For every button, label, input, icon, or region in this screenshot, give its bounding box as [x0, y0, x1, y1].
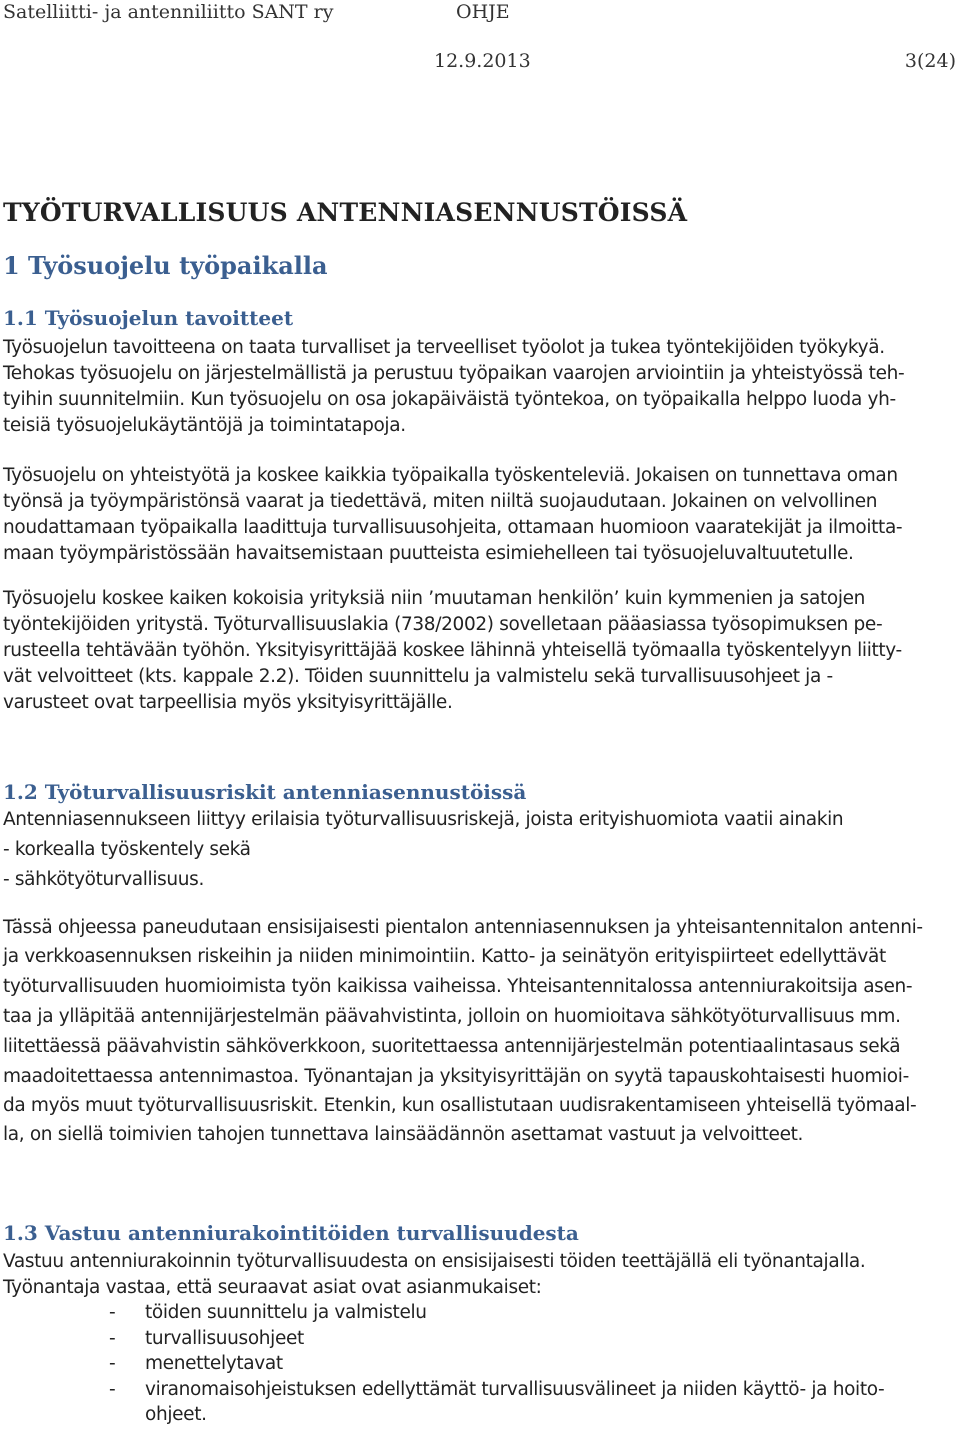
- paragraph-line: maan työympäristössään havaitsemistaan puutteista esimiehelleen tai työsuojeluvaltuutetulle.: [3, 543, 854, 564]
- bullet-dash: -: [109, 1379, 116, 1400]
- paragraph-line: työnsä ja työympäristönsä vaarat ja tiedettävä, miten niiltä suojaudutaan. Jokainen on velvollinen: [3, 491, 878, 512]
- bullet-dash: -: [109, 1353, 116, 1374]
- header-doc-type: OHJE: [456, 1, 510, 23]
- bullet-item: turvallisuusohjeet: [145, 1328, 304, 1349]
- section-1-1-heading: 1.1 Työsuojelun tavoitteet: [3, 306, 294, 330]
- header-date: 12.9.2013: [434, 50, 531, 72]
- paragraph-line: da myös muut työturvallisuusriskit. Etenkin, kun osallistutaan uudisrakentamiseen yhteisellä työmaal-: [3, 1095, 917, 1116]
- paragraph-line: noudattamaan työpaikalla laadittuja turvallisuusohjeita, ottamaan huomioon vaaratekijät ja ilmoitta-: [3, 517, 903, 538]
- list-item: - sähkötyöturvallisuus.: [3, 869, 204, 890]
- paragraph-line: varusteet ovat tarpeellisia myös yksityisyrittäjälle.: [3, 692, 453, 713]
- list-item: - korkealla työskentely sekä: [3, 839, 251, 860]
- header-org: Satelliitti- ja antenniliitto SANT ry: [3, 1, 334, 23]
- paragraph-line: la, on siellä toimivien tahojen tunnettava lainsäädännön asettamat vastuut ja velvoitteet.: [3, 1124, 804, 1145]
- paragraph-line: ja verkkoasennuksen riskeihin ja niiden minimointiin. Katto- ja seinätyön erityispiirteet edellyttävät: [3, 946, 886, 967]
- paragraph-line: työntekijöiden yritystä. Työturvallisuuslakia (738/2002) sovelletaan pääasiassa työsopimuksen pe-: [3, 614, 883, 635]
- paragraph-line: Työnantaja vastaa, että seuraavat asiat ovat asianmukaiset:: [3, 1277, 542, 1298]
- section-1-2-heading: 1.2 Työturvallisuusriskit antenniasennustöissä: [3, 780, 527, 804]
- paragraph-line: Vastuu antenniurakoinnin työturvallisuudesta on ensisijaisesti töiden teettäjällä eli työnantajalla.: [3, 1251, 866, 1272]
- bullet-dash: -: [109, 1328, 116, 1349]
- bullet-item-continuation: ohjeet.: [145, 1404, 207, 1425]
- section-1-3-heading: 1.3 Vastuu antenniurakointitöiden turvallisuudesta: [3, 1221, 579, 1245]
- paragraph-line: taa ja ylläpitää antennijärjestelmän päävahvistinta, jolloin on huomioitava sähkötyöturvallisuus mm.: [3, 1006, 901, 1027]
- paragraph-line: Työsuojelun tavoitteena on taata turvalliset ja terveelliset työolot ja tukea työntekijöiden työkykyä.: [3, 337, 885, 358]
- paragraph-line: Antenniasennukseen liittyy erilaisia työturvallisuusriskejä, joista erityishuomiota vaatii ainakin: [3, 809, 844, 830]
- bullet-item: menettelytavat: [145, 1353, 283, 1374]
- bullet-item: viranomaisohjeistuksen edellyttämät turvallisuusvälineet ja niiden käyttö- ja hoito-: [145, 1379, 885, 1400]
- paragraph-line: teisiä työsuojelukäytäntöjä ja toimintatapoja.: [3, 415, 406, 436]
- bullet-item: töiden suunnittelu ja valmistelu: [145, 1302, 427, 1323]
- paragraph-line: liitettäessä päävahvistin sähköverkkoon, suoritettaessa antennijärjestelmän potentiaalintasaus sekä: [3, 1036, 901, 1057]
- paragraph-line: Työsuojelu on yhteistyötä ja koskee kaikkia työpaikalla työskenteleviä. Jokaisen on tunnettava oman: [3, 465, 898, 486]
- document-title: TYÖTURVALLISUUS ANTENNIASENNUSTÖISSÄ: [3, 198, 688, 227]
- paragraph-line: Tehokas työsuojelu on järjestelmällistä ja perustuu työpaikan vaarojen arviointiin ja yhteistyössä teh-: [3, 363, 905, 384]
- paragraph-line: vät velvoitteet (kts. kappale 2.2). Töiden suunnittelu ja valmistelu sekä turvallisuusohjeet ja -: [3, 666, 833, 687]
- header-page-number: 3(24): [904, 50, 956, 72]
- paragraph-line: rusteella tehtävään työhön. Yksityisyrittäjää koskee lähinnä yhteisellä työmaalla työskentelyyn liitty-: [3, 640, 902, 661]
- section-1-heading: 1 Työsuojelu työpaikalla: [3, 251, 328, 280]
- paragraph-line: Tässä ohjeessa paneudutaan ensisijaisesti pientalon antenniasennuksen ja yhteisantennitalon antenni-: [3, 917, 923, 938]
- paragraph-line: maadoitettaessa antennimastoa. Työnantajan ja yksityisyrittäjän on syytä tapauskohtaisesti huomioi-: [3, 1066, 909, 1087]
- paragraph-line: Työsuojelu koskee kaiken kokoisia yrityksiä niin ’muutaman henkilön’ kuin kymmenien ja satojen: [3, 588, 866, 609]
- paragraph-line: työturvallisuuden huomioimista työn kaikissa vaiheissa. Yhteisantennitalossa antenniurakoitsija asen-: [3, 976, 913, 997]
- paragraph-line: tyihin suunnitelmiin. Kun työsuojelu on osa jokapäiväistä työntekoa, on työpaikalla helppo luoda yh-: [3, 389, 896, 410]
- bullet-dash: -: [109, 1302, 116, 1323]
